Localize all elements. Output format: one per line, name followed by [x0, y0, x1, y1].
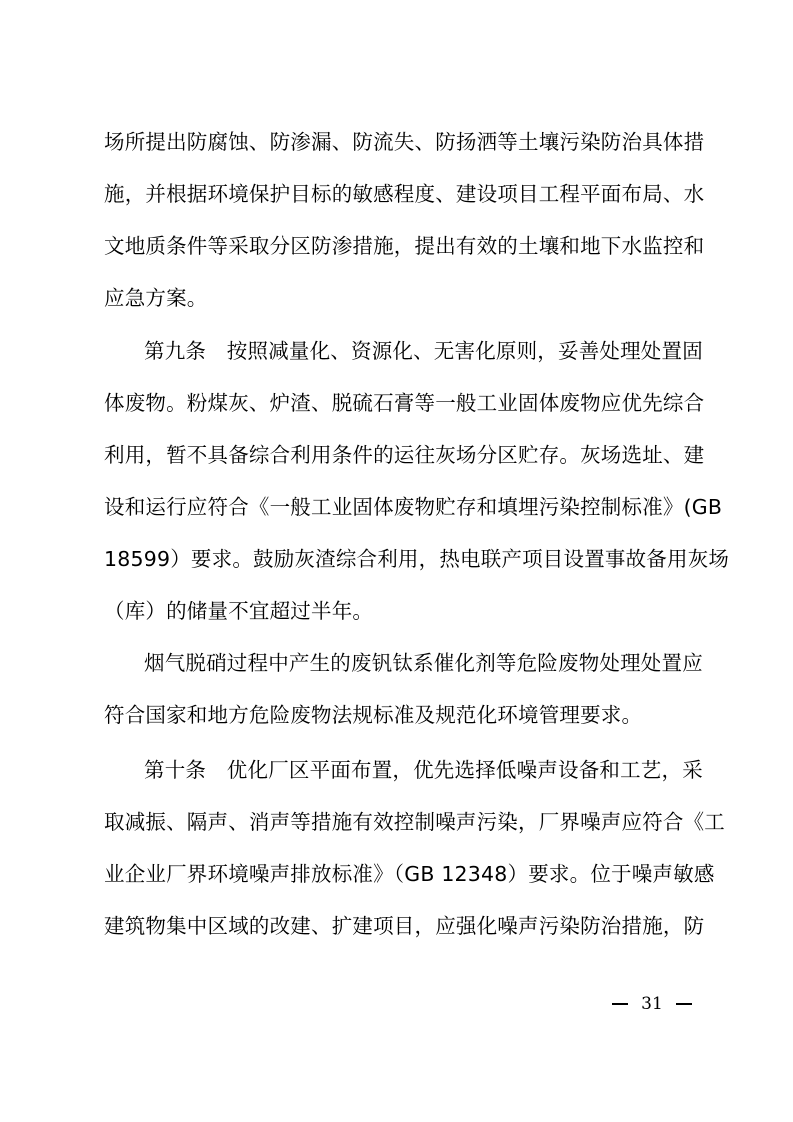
- text-line: 建筑物集中区域的改建、扩建项目，应强化噪声污染防治措施，防: [104, 914, 705, 938]
- page-number-right-dash: [676, 1003, 692, 1005]
- text-line: 文地质条件等采取分区防渗措施，提出有效的土壤和地下水监控和: [104, 234, 705, 258]
- text-line: 场所提出防腐蚀、防渗漏、防流失、防扬洒等土壤污染防治具体措: [104, 130, 705, 154]
- text-line: （库）的储量不宜超过半年。: [104, 599, 374, 623]
- text-line: 18599）要求。鼓励灰渣综合利用，热电联产项目设置事故备用灰场: [104, 547, 730, 571]
- text-line: 体废物。粉煤灰、炉渣、脱硫石膏等一般工业固体废物应优先综合: [104, 391, 705, 415]
- text-line: 取减振、隔声、消声等措施有效控制噪声污染，厂界噪声应符合《工: [104, 810, 725, 834]
- page-number-value: 31: [641, 994, 663, 1014]
- text-line: 设和运行应符合《一般工业固体废物贮存和填埋污染控制标准》(GB: [104, 495, 723, 519]
- text-line: 施，并根据环境保护目标的敏感程度、建设项目工程平面布局、水: [104, 182, 705, 206]
- text-line: 符合国家和地方危险废物法规标准及规范化环境管理要求。: [104, 703, 643, 727]
- text-line: 业企业厂界环境噪声排放标准》（GB 12348）要求。位于噪声敏感: [104, 862, 715, 886]
- text-line: 烟气脱硝过程中产生的废钒钛系催化剂等危险废物处理处置应: [144, 651, 703, 675]
- text-line: 第十条 优化厂区平面布置，优先选择低噪声设备和工艺，采: [144, 758, 703, 782]
- text-line: 利用，暂不具备综合利用条件的运往灰场分区贮存。灰场选址、建: [104, 443, 705, 467]
- page-number-left-dash: [612, 1003, 628, 1005]
- text-line: 应急方案。: [104, 286, 208, 310]
- page-number: [612, 990, 692, 1018]
- text-line: 第九条 按照减量化、资源化、无害化原则，妥善处理处置固: [144, 339, 703, 363]
